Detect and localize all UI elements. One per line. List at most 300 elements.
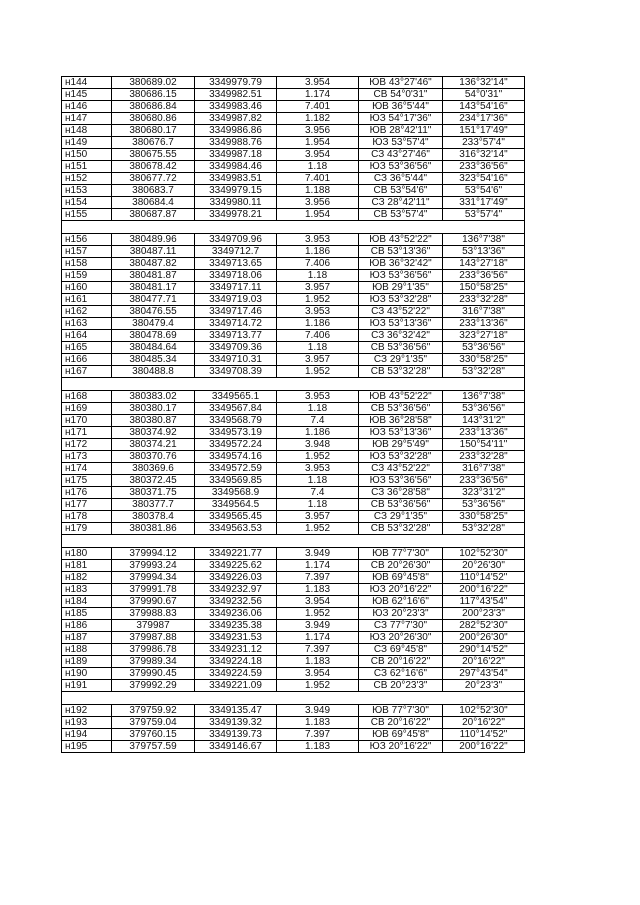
y-coordinate-cell: 3349988.76 xyxy=(195,137,277,149)
table-row xyxy=(62,656,525,668)
table-row xyxy=(62,137,525,149)
point-id-cell: н161 xyxy=(62,294,112,306)
azimuth-cell: 233°13'36" xyxy=(443,427,525,439)
y-coordinate-cell: 3349224.18 xyxy=(195,656,277,668)
x-coordinate-cell: 379992.29 xyxy=(112,680,195,692)
point-id-cell: н189 xyxy=(62,656,112,668)
distance-cell: 3.953 xyxy=(277,306,359,318)
x-coordinate-cell: 380680.86 xyxy=(112,113,195,125)
distance-cell: 1.183 xyxy=(277,656,359,668)
distance-cell: 3.953 xyxy=(277,463,359,475)
rhumb-cell: ЮВ 43°27'46" xyxy=(359,77,443,89)
table-row xyxy=(62,306,525,318)
rhumb-cell: СВ 20°16'22" xyxy=(359,656,443,668)
point-id-cell: н166 xyxy=(62,354,112,366)
rhumb-cell: ЮВ 77°7'30" xyxy=(359,705,443,717)
coordinates-table-body xyxy=(62,77,525,753)
y-coordinate-cell: 3349568.9 xyxy=(195,487,277,499)
y-coordinate-cell: 3349232.97 xyxy=(195,584,277,596)
table-row xyxy=(62,741,525,753)
x-coordinate-cell: 379989.34 xyxy=(112,656,195,668)
x-coordinate-cell: 380383.02 xyxy=(112,391,195,403)
distance-cell: 1.186 xyxy=(277,318,359,330)
x-coordinate-cell: 379757.59 xyxy=(112,741,195,753)
azimuth-cell: 233°32'28" xyxy=(443,451,525,463)
distance-cell: 3.949 xyxy=(277,548,359,560)
y-coordinate-cell: 3349569.85 xyxy=(195,475,277,487)
azimuth-cell: 136°7'38" xyxy=(443,391,525,403)
rhumb-cell: ЮВ 69°45'8" xyxy=(359,729,443,741)
point-id-cell: н186 xyxy=(62,620,112,632)
y-coordinate-cell: 3349226.03 xyxy=(195,572,277,584)
point-id-cell: н147 xyxy=(62,113,112,125)
distance-cell: 1.952 xyxy=(277,680,359,692)
rhumb-cell: ЮВ 36°28'58" xyxy=(359,415,443,427)
rhumb-cell: СВ 53°57'4" xyxy=(359,209,443,221)
y-coordinate-cell: 3349572.59 xyxy=(195,463,277,475)
y-coordinate-cell: 3349135.47 xyxy=(195,705,277,717)
azimuth-cell: 330°58'25" xyxy=(443,354,525,366)
point-id-cell: н146 xyxy=(62,101,112,113)
distance-cell: 1.18 xyxy=(277,161,359,173)
rhumb-cell: СВ 53°32'28" xyxy=(359,523,443,535)
azimuth-cell: 200°16'22" xyxy=(443,584,525,596)
azimuth-cell: 53°54'6" xyxy=(443,185,525,197)
distance-cell: 1.954 xyxy=(277,209,359,221)
point-id-cell: н190 xyxy=(62,668,112,680)
azimuth-cell: 233°36'56" xyxy=(443,270,525,282)
y-coordinate-cell: 3349979.15 xyxy=(195,185,277,197)
y-coordinate-cell: 3349573.19 xyxy=(195,427,277,439)
x-coordinate-cell: 380380.87 xyxy=(112,415,195,427)
x-coordinate-cell: 380686.84 xyxy=(112,101,195,113)
azimuth-cell: 110°14'52" xyxy=(443,729,525,741)
table-row xyxy=(62,318,525,330)
y-coordinate-cell: 3349709.36 xyxy=(195,342,277,354)
y-coordinate-cell: 3349987.18 xyxy=(195,149,277,161)
distance-cell: 3.956 xyxy=(277,197,359,209)
rhumb-cell: ЮЗ 20°16'22" xyxy=(359,741,443,753)
azimuth-cell: 143°31'2" xyxy=(443,415,525,427)
x-coordinate-cell: 379987 xyxy=(112,620,195,632)
distance-cell: 7.406 xyxy=(277,330,359,342)
x-coordinate-cell: 380684.4 xyxy=(112,197,195,209)
table-row xyxy=(62,523,525,535)
azimuth-cell: 282°52'30" xyxy=(443,620,525,632)
azimuth-cell: 331°17'49" xyxy=(443,197,525,209)
point-id-cell: н144 xyxy=(62,77,112,89)
y-coordinate-cell: 3349982.51 xyxy=(195,89,277,101)
azimuth-cell: 323°54'16" xyxy=(443,173,525,185)
y-coordinate-cell: 3349221.09 xyxy=(195,680,277,692)
table-row xyxy=(62,560,525,572)
rhumb-cell: СЗ 36°28'58" xyxy=(359,487,443,499)
distance-cell: 1.952 xyxy=(277,451,359,463)
azimuth-cell: 316°7'38" xyxy=(443,306,525,318)
distance-cell: 7.397 xyxy=(277,729,359,741)
group-separator-cell xyxy=(62,378,525,391)
azimuth-cell: 53°57'4" xyxy=(443,209,525,221)
azimuth-cell: 143°27'18" xyxy=(443,258,525,270)
x-coordinate-cell: 379990.67 xyxy=(112,596,195,608)
x-coordinate-cell: 380686.15 xyxy=(112,89,195,101)
point-id-cell: н187 xyxy=(62,632,112,644)
rhumb-cell: СЗ 29°1'35" xyxy=(359,354,443,366)
azimuth-cell: 53°36'56" xyxy=(443,342,525,354)
point-id-cell: н188 xyxy=(62,644,112,656)
distance-cell: 1.188 xyxy=(277,185,359,197)
y-coordinate-cell: 3349231.53 xyxy=(195,632,277,644)
x-coordinate-cell: 380488.8 xyxy=(112,366,195,378)
group-separator-row xyxy=(62,378,525,391)
distance-cell: 3.954 xyxy=(277,77,359,89)
table-row xyxy=(62,511,525,523)
y-coordinate-cell: 3349710.31 xyxy=(195,354,277,366)
point-id-cell: н174 xyxy=(62,463,112,475)
y-coordinate-cell: 3349139.32 xyxy=(195,717,277,729)
azimuth-cell: 102°52'30" xyxy=(443,705,525,717)
rhumb-cell: СЗ 36°5'44" xyxy=(359,173,443,185)
x-coordinate-cell: 380680.17 xyxy=(112,125,195,137)
rhumb-cell: ЮВ 69°45'8" xyxy=(359,572,443,584)
azimuth-cell: 110°14'52" xyxy=(443,572,525,584)
x-coordinate-cell: 380479.4 xyxy=(112,318,195,330)
rhumb-cell: СЗ 29°1'35" xyxy=(359,511,443,523)
table-row xyxy=(62,149,525,161)
rhumb-cell: ЮВ 43°52'22" xyxy=(359,391,443,403)
distance-cell: 1.952 xyxy=(277,294,359,306)
table-row xyxy=(62,548,525,560)
azimuth-cell: 233°13'36" xyxy=(443,318,525,330)
table-row xyxy=(62,391,525,403)
y-coordinate-cell: 3349236.06 xyxy=(195,608,277,620)
y-coordinate-cell: 3349139.73 xyxy=(195,729,277,741)
azimuth-cell: 234°17'36" xyxy=(443,113,525,125)
rhumb-cell: ЮВ 29°5'49" xyxy=(359,439,443,451)
table-row xyxy=(62,234,525,246)
distance-cell: 7.4 xyxy=(277,415,359,427)
point-id-cell: н165 xyxy=(62,342,112,354)
x-coordinate-cell: 380678.42 xyxy=(112,161,195,173)
table-row xyxy=(62,620,525,632)
rhumb-cell: ЮЗ 54°17'36" xyxy=(359,113,443,125)
group-separator-cell xyxy=(62,535,525,548)
distance-cell: 1.952 xyxy=(277,608,359,620)
table-row xyxy=(62,246,525,258)
x-coordinate-cell: 379993.24 xyxy=(112,560,195,572)
point-id-cell: н184 xyxy=(62,596,112,608)
azimuth-cell: 20°16'22" xyxy=(443,717,525,729)
distance-cell: 3.949 xyxy=(277,620,359,632)
point-id-cell: н157 xyxy=(62,246,112,258)
y-coordinate-cell: 3349983.51 xyxy=(195,173,277,185)
y-coordinate-cell: 3349978.21 xyxy=(195,209,277,221)
rhumb-cell: ЮЗ 53°36'56" xyxy=(359,270,443,282)
y-coordinate-cell: 3349574.16 xyxy=(195,451,277,463)
x-coordinate-cell: 380377.7 xyxy=(112,499,195,511)
group-separator-row xyxy=(62,535,525,548)
rhumb-cell: СЗ 43°52'22" xyxy=(359,306,443,318)
x-coordinate-cell: 380370.76 xyxy=(112,451,195,463)
x-coordinate-cell: 380484.64 xyxy=(112,342,195,354)
azimuth-cell: 290°14'52" xyxy=(443,644,525,656)
point-id-cell: н148 xyxy=(62,125,112,137)
table-row xyxy=(62,270,525,282)
table-row xyxy=(62,403,525,415)
distance-cell: 3.953 xyxy=(277,234,359,246)
azimuth-cell: 53°32'28" xyxy=(443,523,525,535)
distance-cell: 1.183 xyxy=(277,717,359,729)
distance-cell: 1.18 xyxy=(277,403,359,415)
distance-cell: 1.186 xyxy=(277,246,359,258)
x-coordinate-cell: 379759.92 xyxy=(112,705,195,717)
distance-cell: 1.182 xyxy=(277,113,359,125)
x-coordinate-cell: 380372.45 xyxy=(112,475,195,487)
x-coordinate-cell: 379988.83 xyxy=(112,608,195,620)
y-coordinate-cell: 3349984.46 xyxy=(195,161,277,173)
point-id-cell: н168 xyxy=(62,391,112,403)
azimuth-cell: 53°13'36" xyxy=(443,246,525,258)
distance-cell: 3.957 xyxy=(277,354,359,366)
x-coordinate-cell: 380374.92 xyxy=(112,427,195,439)
x-coordinate-cell: 379994.12 xyxy=(112,548,195,560)
rhumb-cell: ЮВ 62°16'6" xyxy=(359,596,443,608)
x-coordinate-cell: 380683.7 xyxy=(112,185,195,197)
distance-cell: 3.954 xyxy=(277,668,359,680)
point-id-cell: н183 xyxy=(62,584,112,596)
table-row xyxy=(62,439,525,451)
rhumb-cell: СВ 53°32'28" xyxy=(359,366,443,378)
point-id-cell: н163 xyxy=(62,318,112,330)
table-row xyxy=(62,125,525,137)
table-row xyxy=(62,729,525,741)
y-coordinate-cell: 3349224.59 xyxy=(195,668,277,680)
azimuth-cell: 297°43'54" xyxy=(443,668,525,680)
y-coordinate-cell: 3349709.96 xyxy=(195,234,277,246)
point-id-cell: н192 xyxy=(62,705,112,717)
rhumb-cell: СЗ 69°45'8" xyxy=(359,644,443,656)
azimuth-cell: 316°7'38" xyxy=(443,463,525,475)
azimuth-cell: 233°32'28" xyxy=(443,294,525,306)
azimuth-cell: 117°43'54" xyxy=(443,596,525,608)
table-row xyxy=(62,668,525,680)
point-id-cell: н171 xyxy=(62,427,112,439)
azimuth-cell: 102°52'30" xyxy=(443,548,525,560)
table-row xyxy=(62,572,525,584)
x-coordinate-cell: 380481.87 xyxy=(112,270,195,282)
y-coordinate-cell: 3349980.11 xyxy=(195,197,277,209)
azimuth-cell: 20°26'30" xyxy=(443,560,525,572)
coordinates-table xyxy=(61,76,525,753)
distance-cell: 1.183 xyxy=(277,741,359,753)
y-coordinate-cell: 3349146.67 xyxy=(195,741,277,753)
x-coordinate-cell: 380489.96 xyxy=(112,234,195,246)
distance-cell: 1.952 xyxy=(277,523,359,535)
y-coordinate-cell: 3349714.72 xyxy=(195,318,277,330)
x-coordinate-cell: 380378.4 xyxy=(112,511,195,523)
x-coordinate-cell: 380369.6 xyxy=(112,463,195,475)
rhumb-cell: ЮЗ 20°16'22" xyxy=(359,584,443,596)
point-id-cell: н167 xyxy=(62,366,112,378)
table-row xyxy=(62,499,525,511)
rhumb-cell: СЗ 43°52'22" xyxy=(359,463,443,475)
x-coordinate-cell: 379991.78 xyxy=(112,584,195,596)
distance-cell: 3.954 xyxy=(277,149,359,161)
table-row xyxy=(62,185,525,197)
y-coordinate-cell: 3349563.53 xyxy=(195,523,277,535)
x-coordinate-cell: 380381.86 xyxy=(112,523,195,535)
table-row xyxy=(62,644,525,656)
y-coordinate-cell: 3349565.1 xyxy=(195,391,277,403)
rhumb-cell: ЮВ 36°32'42" xyxy=(359,258,443,270)
point-id-cell: н169 xyxy=(62,403,112,415)
x-coordinate-cell: 379987.88 xyxy=(112,632,195,644)
y-coordinate-cell: 3349565.45 xyxy=(195,511,277,523)
x-coordinate-cell: 380478.69 xyxy=(112,330,195,342)
table-row xyxy=(62,487,525,499)
table-row xyxy=(62,705,525,717)
distance-cell: 1.174 xyxy=(277,560,359,572)
table-row xyxy=(62,294,525,306)
point-id-cell: н153 xyxy=(62,185,112,197)
y-coordinate-cell: 3349568.79 xyxy=(195,415,277,427)
distance-cell: 1.186 xyxy=(277,427,359,439)
rhumb-cell: ЮЗ 53°36'56" xyxy=(359,475,443,487)
group-separator-cell xyxy=(62,221,525,234)
table-row xyxy=(62,427,525,439)
y-coordinate-cell: 3349717.11 xyxy=(195,282,277,294)
rhumb-cell: ЮВ 43°52'22" xyxy=(359,234,443,246)
point-id-cell: н149 xyxy=(62,137,112,149)
x-coordinate-cell: 380487.82 xyxy=(112,258,195,270)
rhumb-cell: СВ 53°54'6" xyxy=(359,185,443,197)
point-id-cell: н176 xyxy=(62,487,112,499)
table-row xyxy=(62,451,525,463)
table-row xyxy=(62,101,525,113)
rhumb-cell: СВ 53°36'56" xyxy=(359,342,443,354)
point-id-cell: н154 xyxy=(62,197,112,209)
coordinates-sheet xyxy=(61,76,525,753)
y-coordinate-cell: 3349564.5 xyxy=(195,499,277,511)
distance-cell: 3.953 xyxy=(277,391,359,403)
table-row xyxy=(62,161,525,173)
point-id-cell: н177 xyxy=(62,499,112,511)
rhumb-cell: СЗ 43°27'46" xyxy=(359,149,443,161)
table-row xyxy=(62,113,525,125)
azimuth-cell: 151°17'49" xyxy=(443,125,525,137)
azimuth-cell: 136°32'14" xyxy=(443,77,525,89)
point-id-cell: н175 xyxy=(62,475,112,487)
y-coordinate-cell: 3349231.12 xyxy=(195,644,277,656)
y-coordinate-cell: 3349719.03 xyxy=(195,294,277,306)
table-row xyxy=(62,209,525,221)
y-coordinate-cell: 3349235.38 xyxy=(195,620,277,632)
azimuth-cell: 20°16'22" xyxy=(443,656,525,668)
y-coordinate-cell: 3349987.82 xyxy=(195,113,277,125)
rhumb-cell: СВ 20°23'3" xyxy=(359,680,443,692)
table-row xyxy=(62,197,525,209)
y-coordinate-cell: 3349708.39 xyxy=(195,366,277,378)
azimuth-cell: 323°27'18" xyxy=(443,330,525,342)
distance-cell: 1.18 xyxy=(277,342,359,354)
x-coordinate-cell: 380689.02 xyxy=(112,77,195,89)
azimuth-cell: 53°36'56" xyxy=(443,403,525,415)
y-coordinate-cell: 3349717.46 xyxy=(195,306,277,318)
point-id-cell: н191 xyxy=(62,680,112,692)
point-id-cell: н194 xyxy=(62,729,112,741)
point-id-cell: н178 xyxy=(62,511,112,523)
rhumb-cell: ЮЗ 53°13'36" xyxy=(359,318,443,330)
x-coordinate-cell: 379759.04 xyxy=(112,717,195,729)
rhumb-cell: СВ 20°26'30" xyxy=(359,560,443,572)
distance-cell: 1.18 xyxy=(277,499,359,511)
distance-cell: 3.956 xyxy=(277,125,359,137)
azimuth-cell: 150°58'25" xyxy=(443,282,525,294)
azimuth-cell: 323°31'2" xyxy=(443,487,525,499)
table-row xyxy=(62,354,525,366)
rhumb-cell: СЗ 62°16'6" xyxy=(359,668,443,680)
point-id-cell: н151 xyxy=(62,161,112,173)
x-coordinate-cell: 380374.21 xyxy=(112,439,195,451)
distance-cell: 7.397 xyxy=(277,572,359,584)
table-row xyxy=(62,77,525,89)
point-id-cell: н162 xyxy=(62,306,112,318)
distance-cell: 1.18 xyxy=(277,270,359,282)
azimuth-cell: 136°7'38" xyxy=(443,234,525,246)
point-id-cell: н172 xyxy=(62,439,112,451)
distance-cell: 1.954 xyxy=(277,137,359,149)
rhumb-cell: ЮЗ 20°26'30" xyxy=(359,632,443,644)
point-id-cell: н164 xyxy=(62,330,112,342)
point-id-cell: н156 xyxy=(62,234,112,246)
point-id-cell: н173 xyxy=(62,451,112,463)
azimuth-cell: 53°36'56" xyxy=(443,499,525,511)
group-separator-row xyxy=(62,692,525,705)
y-coordinate-cell: 3349979.79 xyxy=(195,77,277,89)
x-coordinate-cell: 380675.55 xyxy=(112,149,195,161)
distance-cell: 3.954 xyxy=(277,596,359,608)
azimuth-cell: 233°36'56" xyxy=(443,475,525,487)
azimuth-cell: 330°58'25" xyxy=(443,511,525,523)
y-coordinate-cell: 3349567.84 xyxy=(195,403,277,415)
rhumb-cell: ЮВ 28°42'11" xyxy=(359,125,443,137)
x-coordinate-cell: 380380.17 xyxy=(112,403,195,415)
rhumb-cell: ЮВ 77°7'30" xyxy=(359,548,443,560)
point-id-cell: н150 xyxy=(62,149,112,161)
point-id-cell: н195 xyxy=(62,741,112,753)
distance-cell: 3.948 xyxy=(277,439,359,451)
rhumb-cell: ЮВ 29°1'35" xyxy=(359,282,443,294)
rhumb-cell: ЮЗ 53°57'4" xyxy=(359,137,443,149)
azimuth-cell: 200°26'30" xyxy=(443,632,525,644)
rhumb-cell: ЮВ 36°5'44" xyxy=(359,101,443,113)
azimuth-cell: 200°16'22" xyxy=(443,741,525,753)
point-id-cell: н185 xyxy=(62,608,112,620)
table-row xyxy=(62,717,525,729)
point-id-cell: н155 xyxy=(62,209,112,221)
point-id-cell: н181 xyxy=(62,560,112,572)
rhumb-cell: ЮЗ 53°32'28" xyxy=(359,294,443,306)
group-separator-cell xyxy=(62,692,525,705)
table-row xyxy=(62,680,525,692)
y-coordinate-cell: 3349225.62 xyxy=(195,560,277,572)
point-id-cell: н170 xyxy=(62,415,112,427)
point-id-cell: н158 xyxy=(62,258,112,270)
group-separator-row xyxy=(62,221,525,234)
distance-cell: 1.18 xyxy=(277,475,359,487)
distance-cell: 3.949 xyxy=(277,705,359,717)
table-row xyxy=(62,366,525,378)
